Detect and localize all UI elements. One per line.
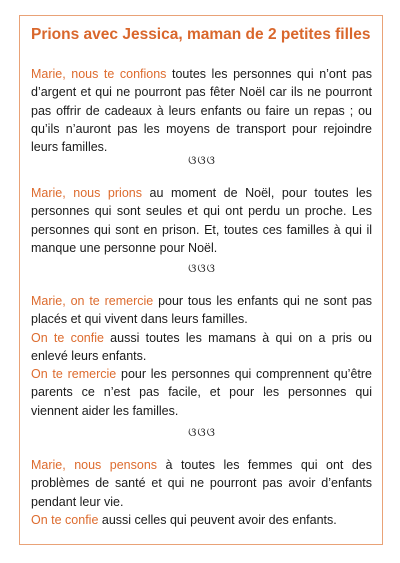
paragraph-1-lead: Marie, nous te confions [31,67,167,81]
paragraph-4 [31,456,372,529]
ornament-divider-2: ଓଓଓ [188,261,216,275]
paragraph-4-lead-2: On te confie [31,512,99,527]
paragraph-1-text: toutes les personnes qui n’ont pas d’argent et qui ne pourront pas fêter Noël car ils ne pourront pas offrir de cadeaux à leurs enfants ou faire un repas ; ou qu’ils n’auront pas les moyens de transport pour rejoindre leurs familles. [31,67,372,155]
paragraph-2 [31,184,372,257]
paragraph-3-text-2: aussi toutes les mamans à qui on a pris ou enlevé leurs enfants. [31,330,372,363]
paragraph-3-text-3: pour les personnes qui comprennent qu’être parents ce n’est pas facile, et pour les personnes qui viennent aider les familles. [31,367,372,418]
paragraph-4-text-2: aussi celles qui peuvent avoir des enfants. [98,512,337,527]
paragraph-4-lead-1: Marie, nous pensons [31,458,158,472]
paragraph-3-text-1: pour tous les enfants qui ne sont pas placés et qui vivent dans leurs familles. [31,294,372,327]
prayer-card [19,15,383,545]
paragraph-2-text: au moment de Noël, pour toutes les personnes qui sont seules et qui ont perdu un proche. Les personnes qui sont en prison. Et, toutes ces familles à qui il manque une personne pour Noël. [31,186,372,255]
paragraph-3-line-2 [31,329,372,366]
paragraph-4-line-1 [31,456,372,511]
paragraph-3-lead-2: On te confie [31,330,104,345]
paragraph-4-line-2 [31,511,372,529]
paragraph-3-lead-1: Marie, on te remercie [31,294,154,308]
paragraph-3-line-1 [31,292,372,329]
paragraph-1 [31,65,372,156]
paragraph-2-lead: Marie, nous prions [31,186,142,200]
paragraph-4-text-1: à toutes les femmes qui ont des problèmes de santé et qui ne pourront pas avoir d’enfants pendant leur vie. [31,458,372,509]
paragraph-3 [31,292,372,420]
ornament-divider-1: ଓଓଓ [188,153,216,167]
paragraph-3-line-3 [31,365,372,420]
card-title: Prions avec Jessica, maman de 2 petites filles [31,26,371,43]
paragraph-3-lead-3: On te remercie [31,367,117,382]
ornament-divider-3: ଓଓଓ [188,425,216,439]
